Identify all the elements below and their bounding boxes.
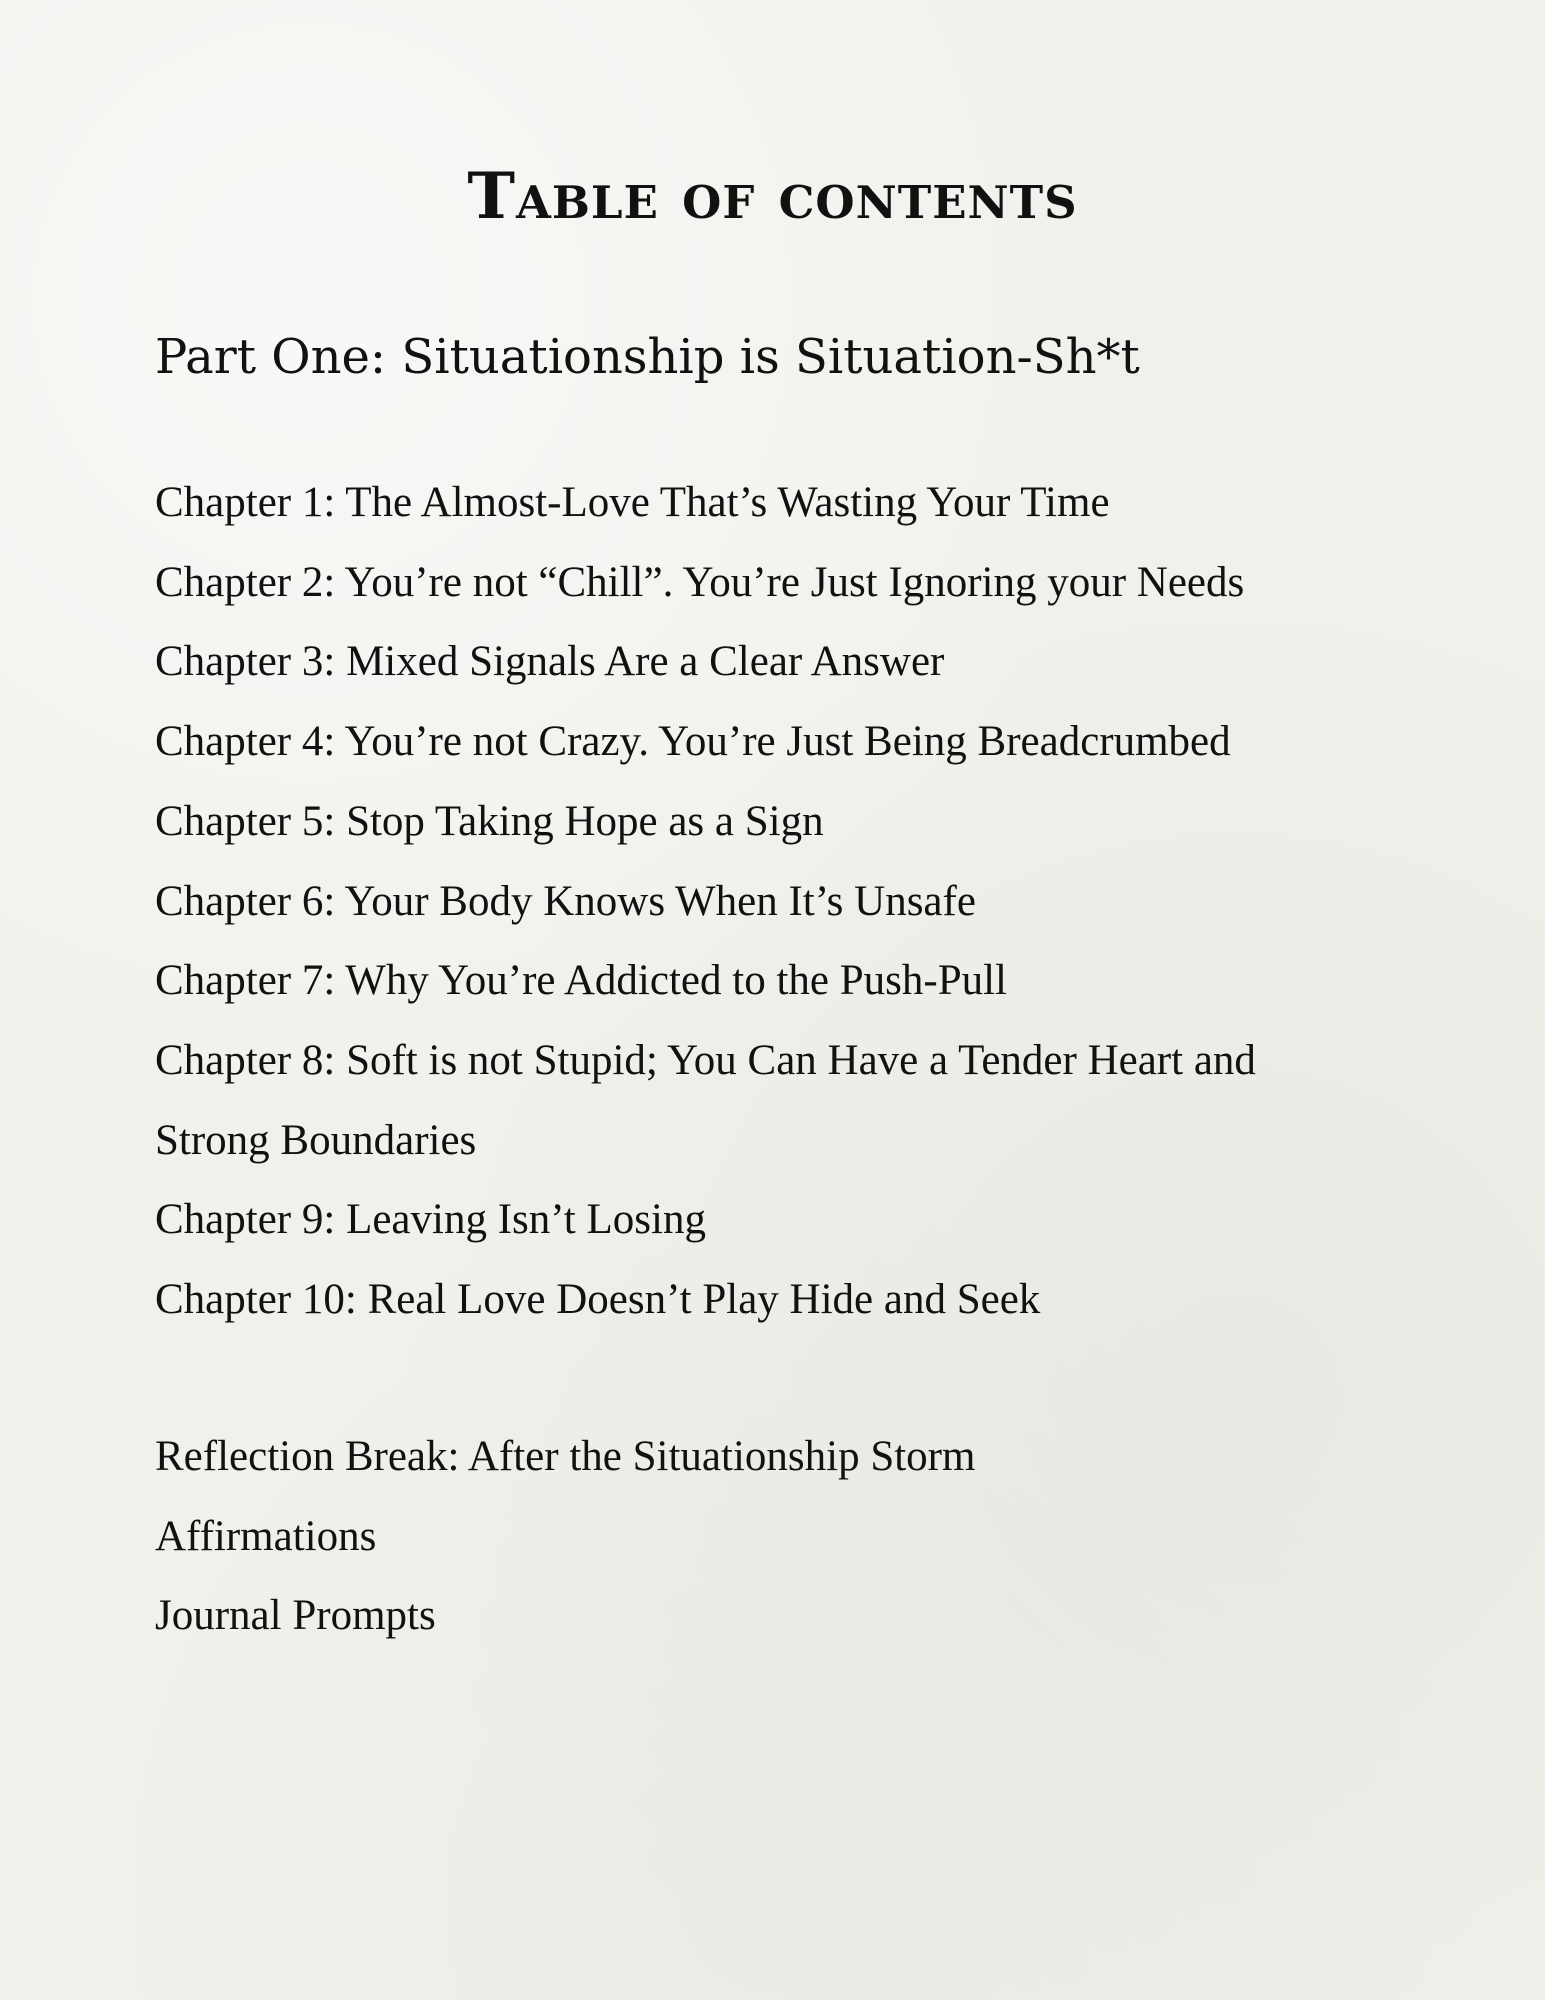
- journal-prompts-entry: Journal Prompts: [155, 1592, 436, 1640]
- part-heading: Part One: Situationship is Situation-Sh*t: [155, 329, 1140, 385]
- chapter-entry: Chapter 5: Stop Taking Hope as a Sign: [155, 797, 824, 845]
- chapter-entry: Chapter 10: Real Love Doesn’t Play Hide and Seek: [155, 1276, 1041, 1324]
- chapter-entry: Chapter 1: The Almost-Love That’s Wasting Your Time: [155, 479, 1110, 526]
- chapter-list: [155, 463, 1385, 1340]
- chapter-entry: Chapter 3: Mixed Signals Are a Clear Answer: [155, 638, 945, 686]
- chapter-entry: Chapter 8: Soft is not Stupid; You Can Have a Tender Heart and: [155, 1036, 1256, 1084]
- page-title: Table of contents: [467, 159, 1078, 234]
- chapter-entry: Chapter 4: You’re not Crazy. You’re Just Being Breadcrumbed: [155, 718, 1231, 766]
- chapter-entry: Chapter 6: Your Body Knows When It’s Unsafe: [155, 877, 976, 925]
- chapter-entry: Chapter 7: Why You’re Addicted to the Push-Pull: [155, 957, 1008, 1005]
- chapter-entry: Chapter 9: Leaving Isn’t Losing: [155, 1196, 706, 1244]
- extras-list: [155, 1417, 1385, 1656]
- chapter-entry: Chapter 2: You’re not “Chill”. You’re Just Ignoring your Needs: [155, 558, 1245, 606]
- reflection-break-entry: Reflection Break: After the Situationship Storm: [155, 1433, 976, 1480]
- affirmations-entry: Affirmations: [155, 1512, 377, 1560]
- chapter-entry-continuation: Strong Boundaries: [155, 1116, 477, 1164]
